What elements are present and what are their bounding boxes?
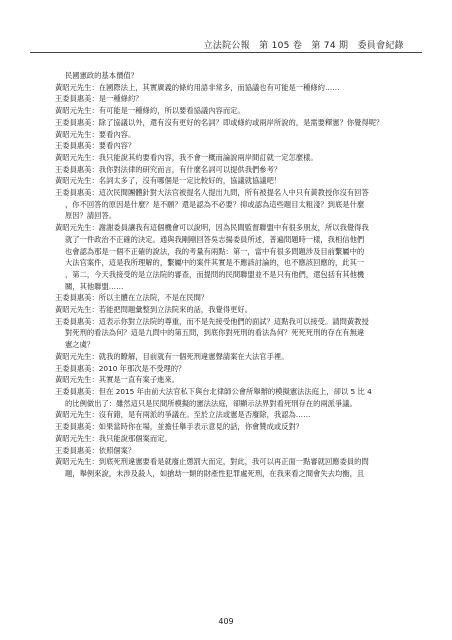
transcript-line: 王委員惠美：所以主體在立法院，不是在民間？	[55, 293, 209, 303]
section-name: 委員會紀錄	[357, 41, 404, 51]
transcript-line: 黃昭元先生：謝謝委員讓我有這個機會可以說明，因為民間監督聯盟中有很多朋友，所以我覺得我	[55, 223, 369, 233]
issue-number: 第 74 期	[311, 41, 349, 51]
transcript-line: 王委員惠美：如果當時你在場，並擔任舉手表示意見的話，你會贊成或反對？	[55, 422, 304, 432]
publication-name: 立法院公報	[203, 41, 250, 51]
transcript-line: 黃昭元先生：名詞太多了，沒有哪個是一定比較好的，協議就協議吧！	[55, 176, 282, 186]
transcript-line: 民國憲政的基本價值？	[65, 71, 138, 80]
transcript-line: 關，其他聯盟……	[65, 281, 124, 291]
transcript-line: 王委員惠美：這表示你對立法院的尊重，而不是先接受他們的面試？這點我可以接受。請問黃教授	[55, 316, 369, 326]
transcript-line: 也會認為那是一個不正確的說法，我的考量有兩點：第一，當中有很多問題涉及目前繫屬中的	[65, 246, 365, 256]
transcript-line: 憲之虞？	[65, 340, 95, 350]
transcript-line: ，第二，今天我接受的是立法院的審查，而提問的民間聯盟並不是只有他們，還包括有其他機	[65, 269, 365, 279]
transcript-line: 黃昭元先生：我只能說其約要看內容，我不會一概而論說兩岸間訂就一定怎麼樣。	[55, 152, 318, 162]
transcript-line: 王委員惠美：依照個案？	[55, 445, 136, 455]
transcript-line: 黃昭元先生：我只能說那個案而定。	[55, 433, 172, 443]
transcript-line: 王委員惠美：這次民間團體針對大法官被提名人提出九問，所有被提名人中只有黃教授你沒有回答	[55, 188, 369, 198]
page-header	[197, 38, 404, 51]
transcript-line: 黃昭元先生：在國際法上，其實廣義的條約用語非常多，而協議也有可能是一種條約……	[55, 82, 340, 92]
transcript-line: 原因？請回答。	[65, 211, 117, 221]
transcript-line: 王委員惠美：是一種條約？	[55, 94, 143, 104]
transcript-line: 黃昭元先生：其實是一直有案子進來。	[55, 375, 180, 385]
transcript-body	[55, 70, 395, 480]
header-divider	[30, 52, 422, 53]
transcript-line: 黃昭元先生：就我的瞭解，目前就有一個死刑違憲聲請案在大法官手裡。	[55, 351, 289, 361]
transcript-line: 對死刑的看法為何？這是九問中的第五問，到底你對死刑的看法為何？死死死刑的存在有無違	[65, 328, 365, 338]
transcript-line: 黃昭元先生：沒有錯，是有兩派的爭議在。至於立法或憲是否廢除，我認為……	[55, 410, 311, 420]
transcript-line: 黃昭元先生：要看內容。	[55, 129, 136, 139]
transcript-line: 黃昭元先生：若能把問題彙整到立法院來的話，我覺得更好。	[55, 305, 253, 315]
transcript-line: ，你不回答的原因是什麼？是不願？還是認為不必要？抑或認為這些題目太粗淺？到底是什麼	[65, 199, 365, 209]
transcript-line: 大法官案件，這是我所理解的，繫屬中的案件其實是不應該討論的，也不應該回應的，此其一	[65, 258, 365, 268]
transcript-line: 黃昭元先生：有可能是一種條約，所以要看協議內容而定。	[55, 106, 245, 116]
transcript-line: 王委員惠美：要看內容？	[55, 141, 136, 151]
transcript-line: 王委員惠美：但在 2015 年由前大法官私下與台北律師公會所舉辦的模擬憲法法庭上，卻以 5 比 4	[55, 386, 372, 396]
transcript-line: 王委員惠美：2010 年那次是不受理的？	[55, 363, 186, 373]
transcript-line: 的比例做出了：雖然這只是民間所模擬的憲法法庭，卻顯示法界對看死刑存在的兩派爭議。	[65, 398, 357, 408]
transcript-line: 王委員惠美：除了協議以外，還有沒有更好的名詞？即或條約或兩岸所說的，是需要釋憲？你覺得呢？	[55, 117, 384, 127]
transcript-line: 王委員惠美：我你對法律的研究而言，有什麼名詞可以提供我們參考？	[55, 164, 282, 174]
transcript-line: 題，舉例來說，未涉及殺人，如搶劫一類的財產性犯罪處死刑，在我來看之間會失去均衡，且	[65, 468, 365, 478]
transcript-line: 黃昭元先生：到底死刑違憲要看是就廢止懲罰大而定，對此，我可以再正面一點審就回應委員的問	[55, 457, 369, 467]
volume-number: 第 105 卷	[259, 41, 303, 51]
transcript-line: 就了一件政治不正確的決定。通與我剛剛回答吳志揚委員所述，普遍問題時一樣，我相信他們	[65, 234, 365, 244]
page-number: 409	[218, 617, 234, 626]
